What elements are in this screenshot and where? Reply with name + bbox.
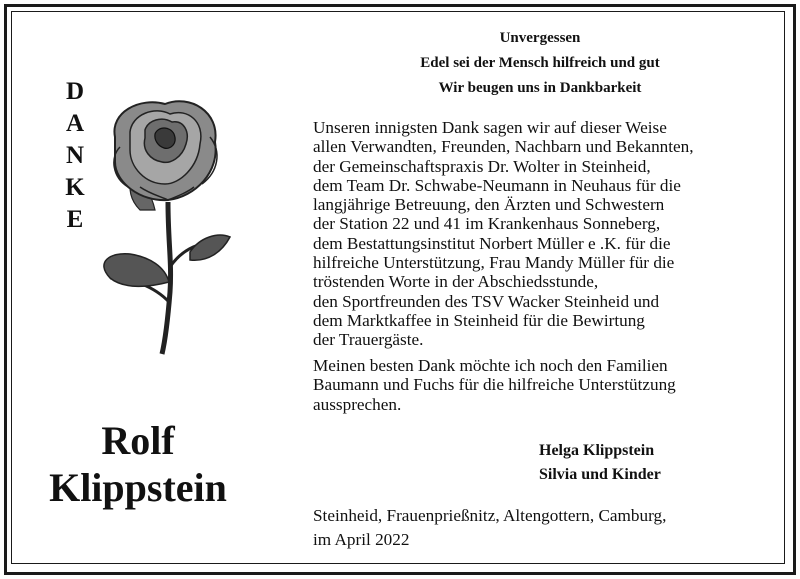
text-line: tröstenden Worte in der Abschiedsstunde, [313, 272, 599, 292]
text-line: der Gemeinschaftspraxis Dr. Wolter in Steinheid, [313, 156, 651, 176]
danke-letter: E [66, 206, 84, 233]
deceased-first-name: Rolf [101, 418, 175, 463]
text-line: Baumann und Fuchs für die hilfreiche Unterstützung [313, 375, 676, 395]
footer-places: Steinheid, Frauenprießnitz, Altengottern, Camburg, [313, 506, 667, 525]
deceased-last-name: Klippstein [49, 465, 227, 510]
verse-line-1: Unvergessen [499, 30, 581, 46]
text-line: dem Marktkaffee in Steinheid für die Bewirtung [313, 310, 645, 330]
footer-date: im April 2022 [313, 530, 410, 549]
text-line: den Sportfreunden des TSV Wacker Steinheid und [313, 291, 660, 311]
signature-name-1: Helga Klippstein [539, 442, 655, 459]
text-line: hilfreiche Unterstützung, Frau Mandy Müller für die [313, 253, 675, 273]
text-line: langjährige Betreuung, den Ärzten und Schwestern [313, 195, 665, 215]
danke-letter: N [65, 142, 85, 169]
text-line: Meinen besten Dank möchte ich noch den Familien [313, 356, 668, 375]
additional-thanks-paragraph [313, 356, 783, 414]
thanks-paragraph [313, 118, 783, 350]
text-line: dem Team Dr. Schwabe-Neumann in Neuhaus für die [313, 175, 681, 195]
text-line: dem Bestattungsinstitut Norbert Müller e .K. für die [313, 233, 671, 253]
rose-illustration [70, 92, 250, 357]
verse-line-2: Edel sei der Mensch hilfreich und gut [420, 55, 660, 71]
text-line: der Trauergäste. [313, 330, 424, 350]
text-line: allen Verwandten, Freunden, Nachbarn und Bekannten, [313, 137, 694, 157]
text-line: aussprechen. [313, 394, 402, 414]
danke-letter: A [65, 110, 85, 137]
verse-line-3: Wir beugen uns in Dankbarkeit [438, 80, 642, 96]
text-line: der Station 22 und 41 im Krankenhaus Sonneberg, [313, 214, 661, 234]
signature-name-2: Silvia und Kinder [539, 466, 661, 483]
danke-letter: D [65, 78, 85, 105]
rose-bloom [114, 101, 217, 200]
text-line: Unseren innigsten Dank sagen wir auf dieser Weise [313, 118, 667, 137]
danke-letter: K [65, 174, 85, 201]
